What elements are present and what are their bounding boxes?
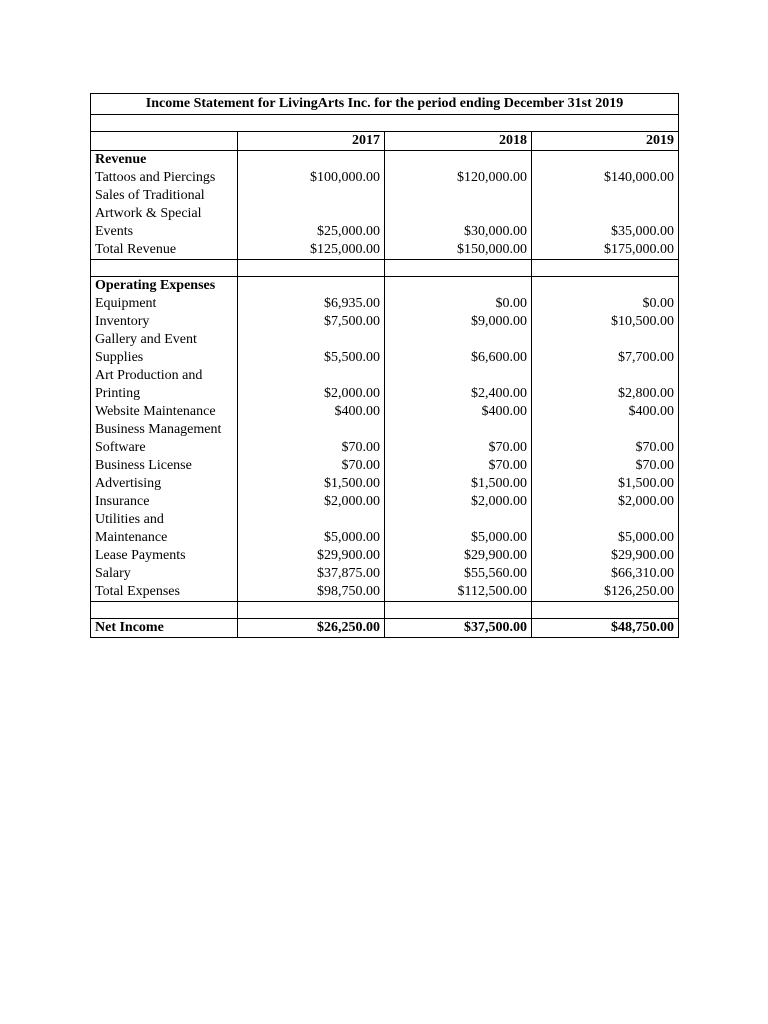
net-income-value: $26,250.00 — [238, 619, 385, 638]
row-value: $2,000.00 — [532, 493, 679, 511]
section-heading: Operating Expenses — [91, 277, 238, 296]
row-value: $7,700.00 — [532, 331, 679, 367]
row-value: $37,875.00 — [238, 565, 385, 583]
table-row — [91, 457, 679, 475]
year-header: 2018 — [385, 132, 532, 151]
row-value: $5,000.00 — [385, 511, 532, 547]
row-value: $1,500.00 — [385, 475, 532, 493]
section-heading: Revenue — [91, 151, 238, 170]
row-value: $29,900.00 — [532, 547, 679, 565]
row-value: $70.00 — [238, 421, 385, 457]
row-label: Art Production and Printing — [91, 367, 238, 403]
row-label: Equipment — [91, 295, 238, 313]
table-row — [91, 169, 679, 187]
row-value: $112,500.00 — [385, 583, 532, 602]
row-label: Business License — [91, 457, 238, 475]
row-value: $98,750.00 — [238, 583, 385, 602]
row-value: $9,000.00 — [385, 313, 532, 331]
row-label: Advertising — [91, 475, 238, 493]
row-label: Tattoos and Piercings — [91, 169, 238, 187]
row-value: $2,000.00 — [385, 493, 532, 511]
table-row — [91, 187, 679, 241]
row-value: $175,000.00 — [532, 241, 679, 260]
row-value: $140,000.00 — [532, 169, 679, 187]
row-value: $150,000.00 — [385, 241, 532, 260]
table-row — [91, 367, 679, 403]
row-value: $2,400.00 — [385, 367, 532, 403]
net-income-label: Net Income — [91, 619, 238, 638]
row-label: Total Revenue — [91, 241, 238, 260]
row-value: $2,800.00 — [532, 367, 679, 403]
row-value: $10,500.00 — [532, 313, 679, 331]
table-row-total — [91, 241, 679, 260]
row-label: Total Expenses — [91, 583, 238, 602]
row-value: $400.00 — [532, 403, 679, 421]
row-value: $29,900.00 — [238, 547, 385, 565]
row-label: Website Maintenance — [91, 403, 238, 421]
row-value: $29,900.00 — [385, 547, 532, 565]
row-value: $1,500.00 — [532, 475, 679, 493]
table-row-total — [91, 583, 679, 602]
blank-row — [91, 260, 679, 277]
row-value: $0.00 — [532, 295, 679, 313]
row-value: $7,500.00 — [238, 313, 385, 331]
row-value: $400.00 — [385, 403, 532, 421]
row-value: $1,500.00 — [238, 475, 385, 493]
year-header: 2019 — [532, 132, 679, 151]
row-label: Utilities and Maintenance — [91, 511, 238, 547]
table-row — [91, 511, 679, 547]
statement-title: Income Statement for LivingArts Inc. for the period ending December 31st 2019 — [91, 94, 679, 115]
row-label: Salary — [91, 565, 238, 583]
row-value: $30,000.00 — [385, 187, 532, 241]
title-row — [91, 94, 679, 115]
table-row — [91, 565, 679, 583]
row-label: Business Management Software — [91, 421, 238, 457]
row-value: $70.00 — [532, 457, 679, 475]
row-value: $400.00 — [238, 403, 385, 421]
net-income-row — [91, 619, 679, 638]
net-income-value: $48,750.00 — [532, 619, 679, 638]
year-header: 2017 — [238, 132, 385, 151]
row-value: $125,000.00 — [238, 241, 385, 260]
table-row — [91, 313, 679, 331]
blank-row — [91, 602, 679, 619]
blank-row — [91, 115, 679, 132]
row-value: $5,000.00 — [532, 511, 679, 547]
income-statement-table — [90, 93, 679, 638]
row-label: Gallery and Event Supplies — [91, 331, 238, 367]
row-value: $6,935.00 — [238, 295, 385, 313]
row-value: $70.00 — [532, 421, 679, 457]
row-value: $5,500.00 — [238, 331, 385, 367]
row-label: Insurance — [91, 493, 238, 511]
row-value: $2,000.00 — [238, 367, 385, 403]
row-value: $126,250.00 — [532, 583, 679, 602]
row-value: $70.00 — [385, 421, 532, 457]
row-label: Inventory — [91, 313, 238, 331]
row-value: $100,000.00 — [238, 169, 385, 187]
row-label: Lease Payments — [91, 547, 238, 565]
table-row — [91, 331, 679, 367]
row-value: $25,000.00 — [238, 187, 385, 241]
table-row — [91, 475, 679, 493]
row-value: $5,000.00 — [238, 511, 385, 547]
row-label: Sales of Traditional Artwork & Special Events — [91, 187, 238, 241]
net-income-value: $37,500.00 — [385, 619, 532, 638]
row-value: $2,000.00 — [238, 493, 385, 511]
row-value: $70.00 — [385, 457, 532, 475]
row-value: $6,600.00 — [385, 331, 532, 367]
table-row — [91, 421, 679, 457]
row-value: $0.00 — [385, 295, 532, 313]
table-row — [91, 493, 679, 511]
revenue-heading-row — [91, 151, 679, 170]
row-value: $70.00 — [238, 457, 385, 475]
table-row — [91, 547, 679, 565]
row-value: $66,310.00 — [532, 565, 679, 583]
table-row — [91, 295, 679, 313]
year-header-row — [91, 132, 679, 151]
row-value: $55,560.00 — [385, 565, 532, 583]
row-value: $120,000.00 — [385, 169, 532, 187]
table-row — [91, 403, 679, 421]
expenses-heading-row — [91, 277, 679, 296]
row-value: $35,000.00 — [532, 187, 679, 241]
